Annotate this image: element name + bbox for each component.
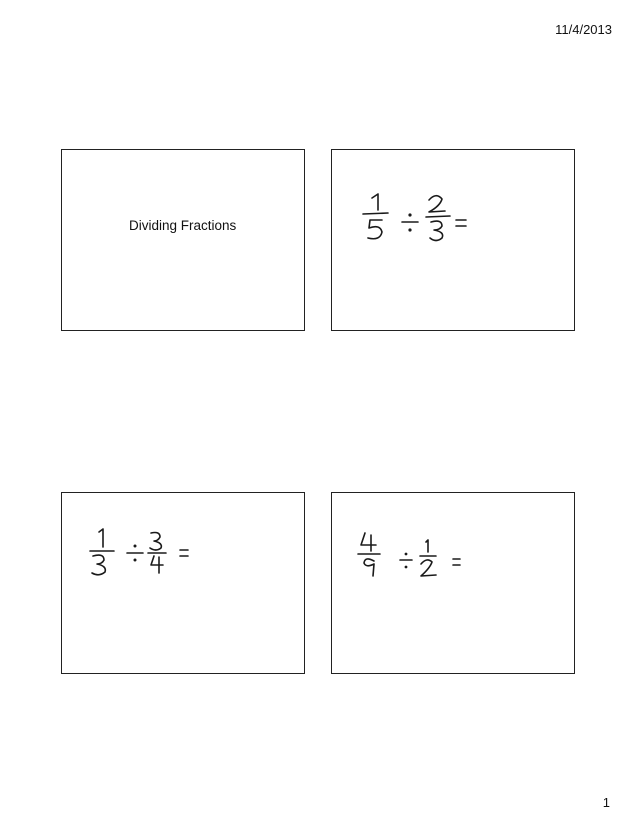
handwritten-expression-1-5-div-2-3 — [332, 150, 576, 332]
handwritten-expression-1-3-div-3-4 — [62, 493, 306, 675]
print-date: 11/4/2013 — [555, 22, 612, 37]
page-number: 1 — [602, 795, 610, 810]
handwritten-expression-4-9-div-1-2 — [332, 493, 576, 675]
slide-title: Dividing Fractions — [129, 218, 237, 233]
slide-thumbnail-4 — [331, 492, 575, 674]
slide-thumbnail-2 — [331, 149, 575, 331]
slide-thumbnail-3 — [61, 492, 305, 674]
slide-thumbnail-1 — [61, 149, 305, 331]
